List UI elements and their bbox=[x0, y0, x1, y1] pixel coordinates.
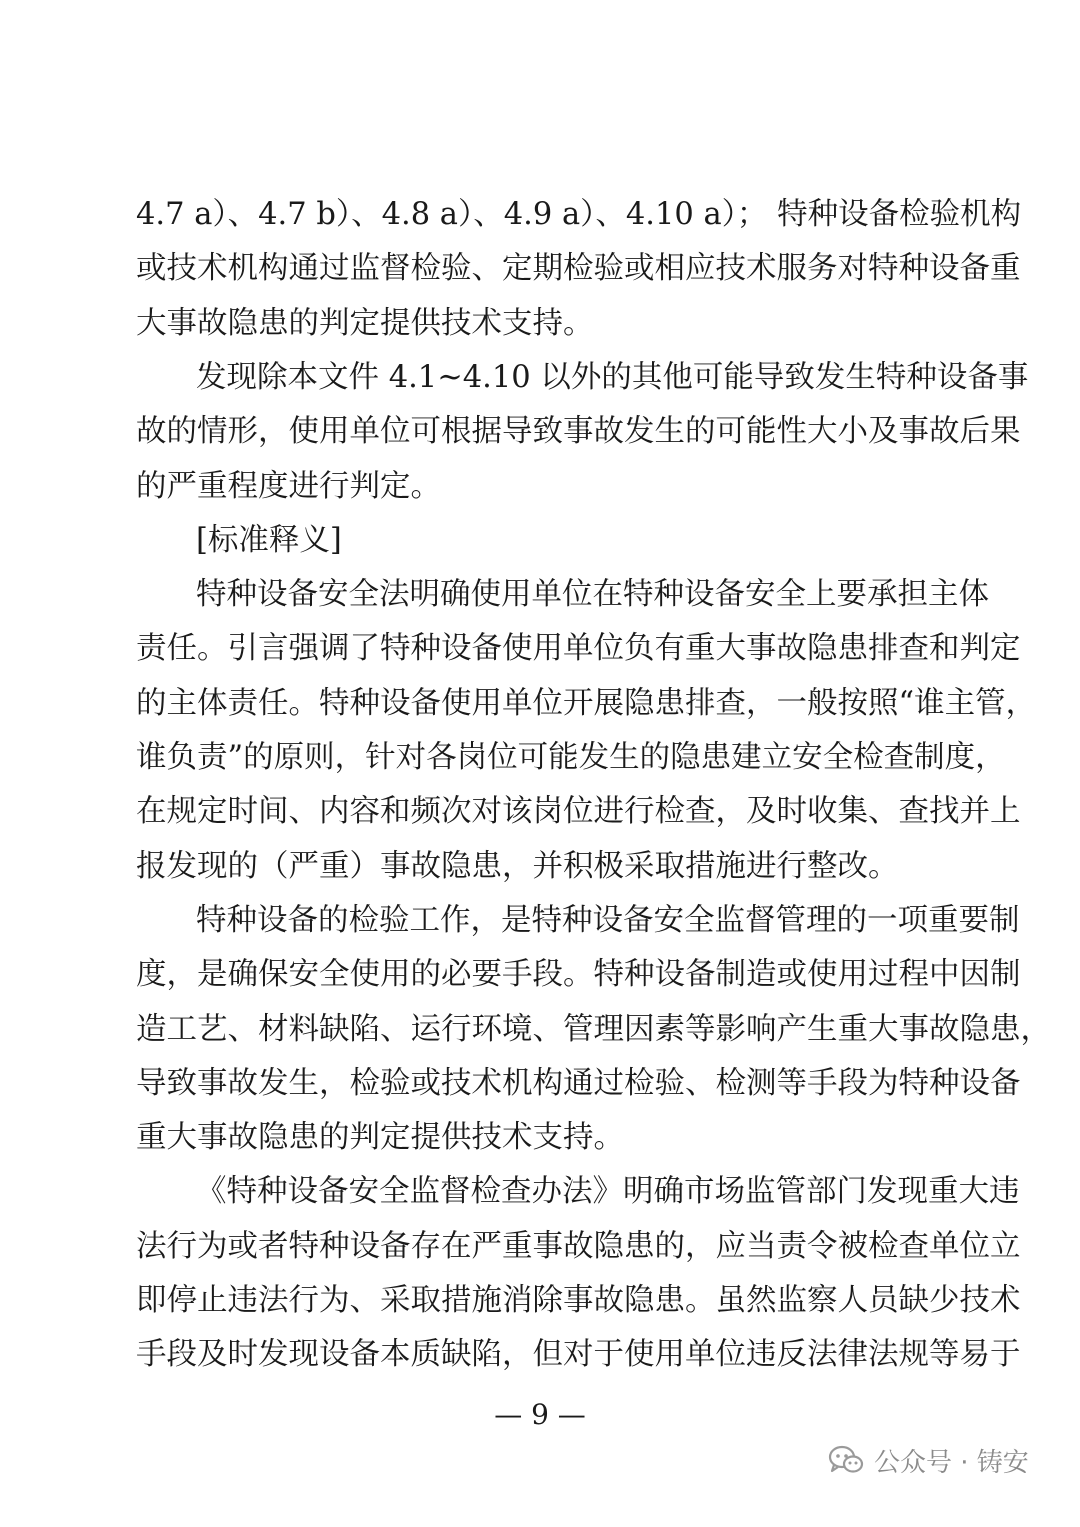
text-line: 报发现的（严重）事故隐患，并积极采取措施进行整改。 bbox=[136, 848, 899, 884]
text-line: 或技术机构通过监督检验、定期检验或相应技术服务对特种设备重 bbox=[136, 251, 1021, 287]
text-line: 的主体责任。特种设备使用单位开展隐患排查，一般按照“谁主管， bbox=[136, 685, 1037, 721]
page-number: — 9 — bbox=[494, 1398, 586, 1431]
text-line: 手段及时发现设备本质缺陷，但对于使用单位违反法律法规等易于 bbox=[136, 1337, 1021, 1373]
text-line: 谁负责”的原则，针对各岗位可能发生的隐患建立安全检查制度， bbox=[136, 740, 1006, 775]
text-line: 发现除本文件 4.1~4.10 以外的其他可能导致发生特种设备事 bbox=[196, 359, 1029, 395]
text-line: 造工艺、材料缺陷、运行环境、管理因素等影响产生重大事故隐患， bbox=[136, 1011, 1051, 1047]
text-line: 重大事故隐患的判定提供技术支持。 bbox=[136, 1120, 624, 1156]
text-line: 法行为或者特种设备存在严重事故隐患的，应当责令被检查单位立 bbox=[136, 1228, 1021, 1264]
watermark bbox=[828, 1440, 1029, 1480]
text-line: 责任。引言强调了特种设备使用单位负有重大事故隐患排查和判定 bbox=[136, 631, 1021, 667]
wechat-icon bbox=[828, 1445, 864, 1475]
watermark-text: 公众号 · 铸安 bbox=[874, 1447, 1029, 1478]
text-line: 大事故隐患的判定提供技术支持。 bbox=[136, 305, 594, 341]
text-line: 故的情形，使用单位可根据导致事故发生的可能性大小及事故后果 bbox=[136, 414, 1021, 450]
text-line: 度，是确保安全使用的必要手段。特种设备制造或使用过程中因制 bbox=[136, 957, 1021, 993]
text-line: 在规定时间、内容和频次对该岗位进行检查，及时收集、查找并上 bbox=[136, 794, 1021, 830]
text-line: 的严重程度进行判定。 bbox=[136, 468, 441, 504]
text-line: 4.7 a）、4.7 b）、4.8 a）、4.9 a）、4.10 a）； 特种设备检验机构 bbox=[136, 197, 1022, 232]
text-line: 《特种设备安全监督检查办法》明确市场监管部门发现重大违 bbox=[196, 1174, 1020, 1210]
text-line: 特种设备安全法明确使用单位在特种设备安全上要承担主体 bbox=[196, 577, 989, 613]
section-heading: [标准释义] bbox=[196, 522, 342, 558]
text-line: 导致事故发生，检验或技术机构通过检验、检测等手段为特种设备 bbox=[136, 1065, 1021, 1101]
text-line: 特种设备的检验工作，是特种设备安全监督管理的一项重要制 bbox=[196, 902, 1020, 938]
text-line: 即停止违法行为、采取措施消除事故隐患。虽然监察人员缺少技术 bbox=[136, 1283, 1021, 1318]
